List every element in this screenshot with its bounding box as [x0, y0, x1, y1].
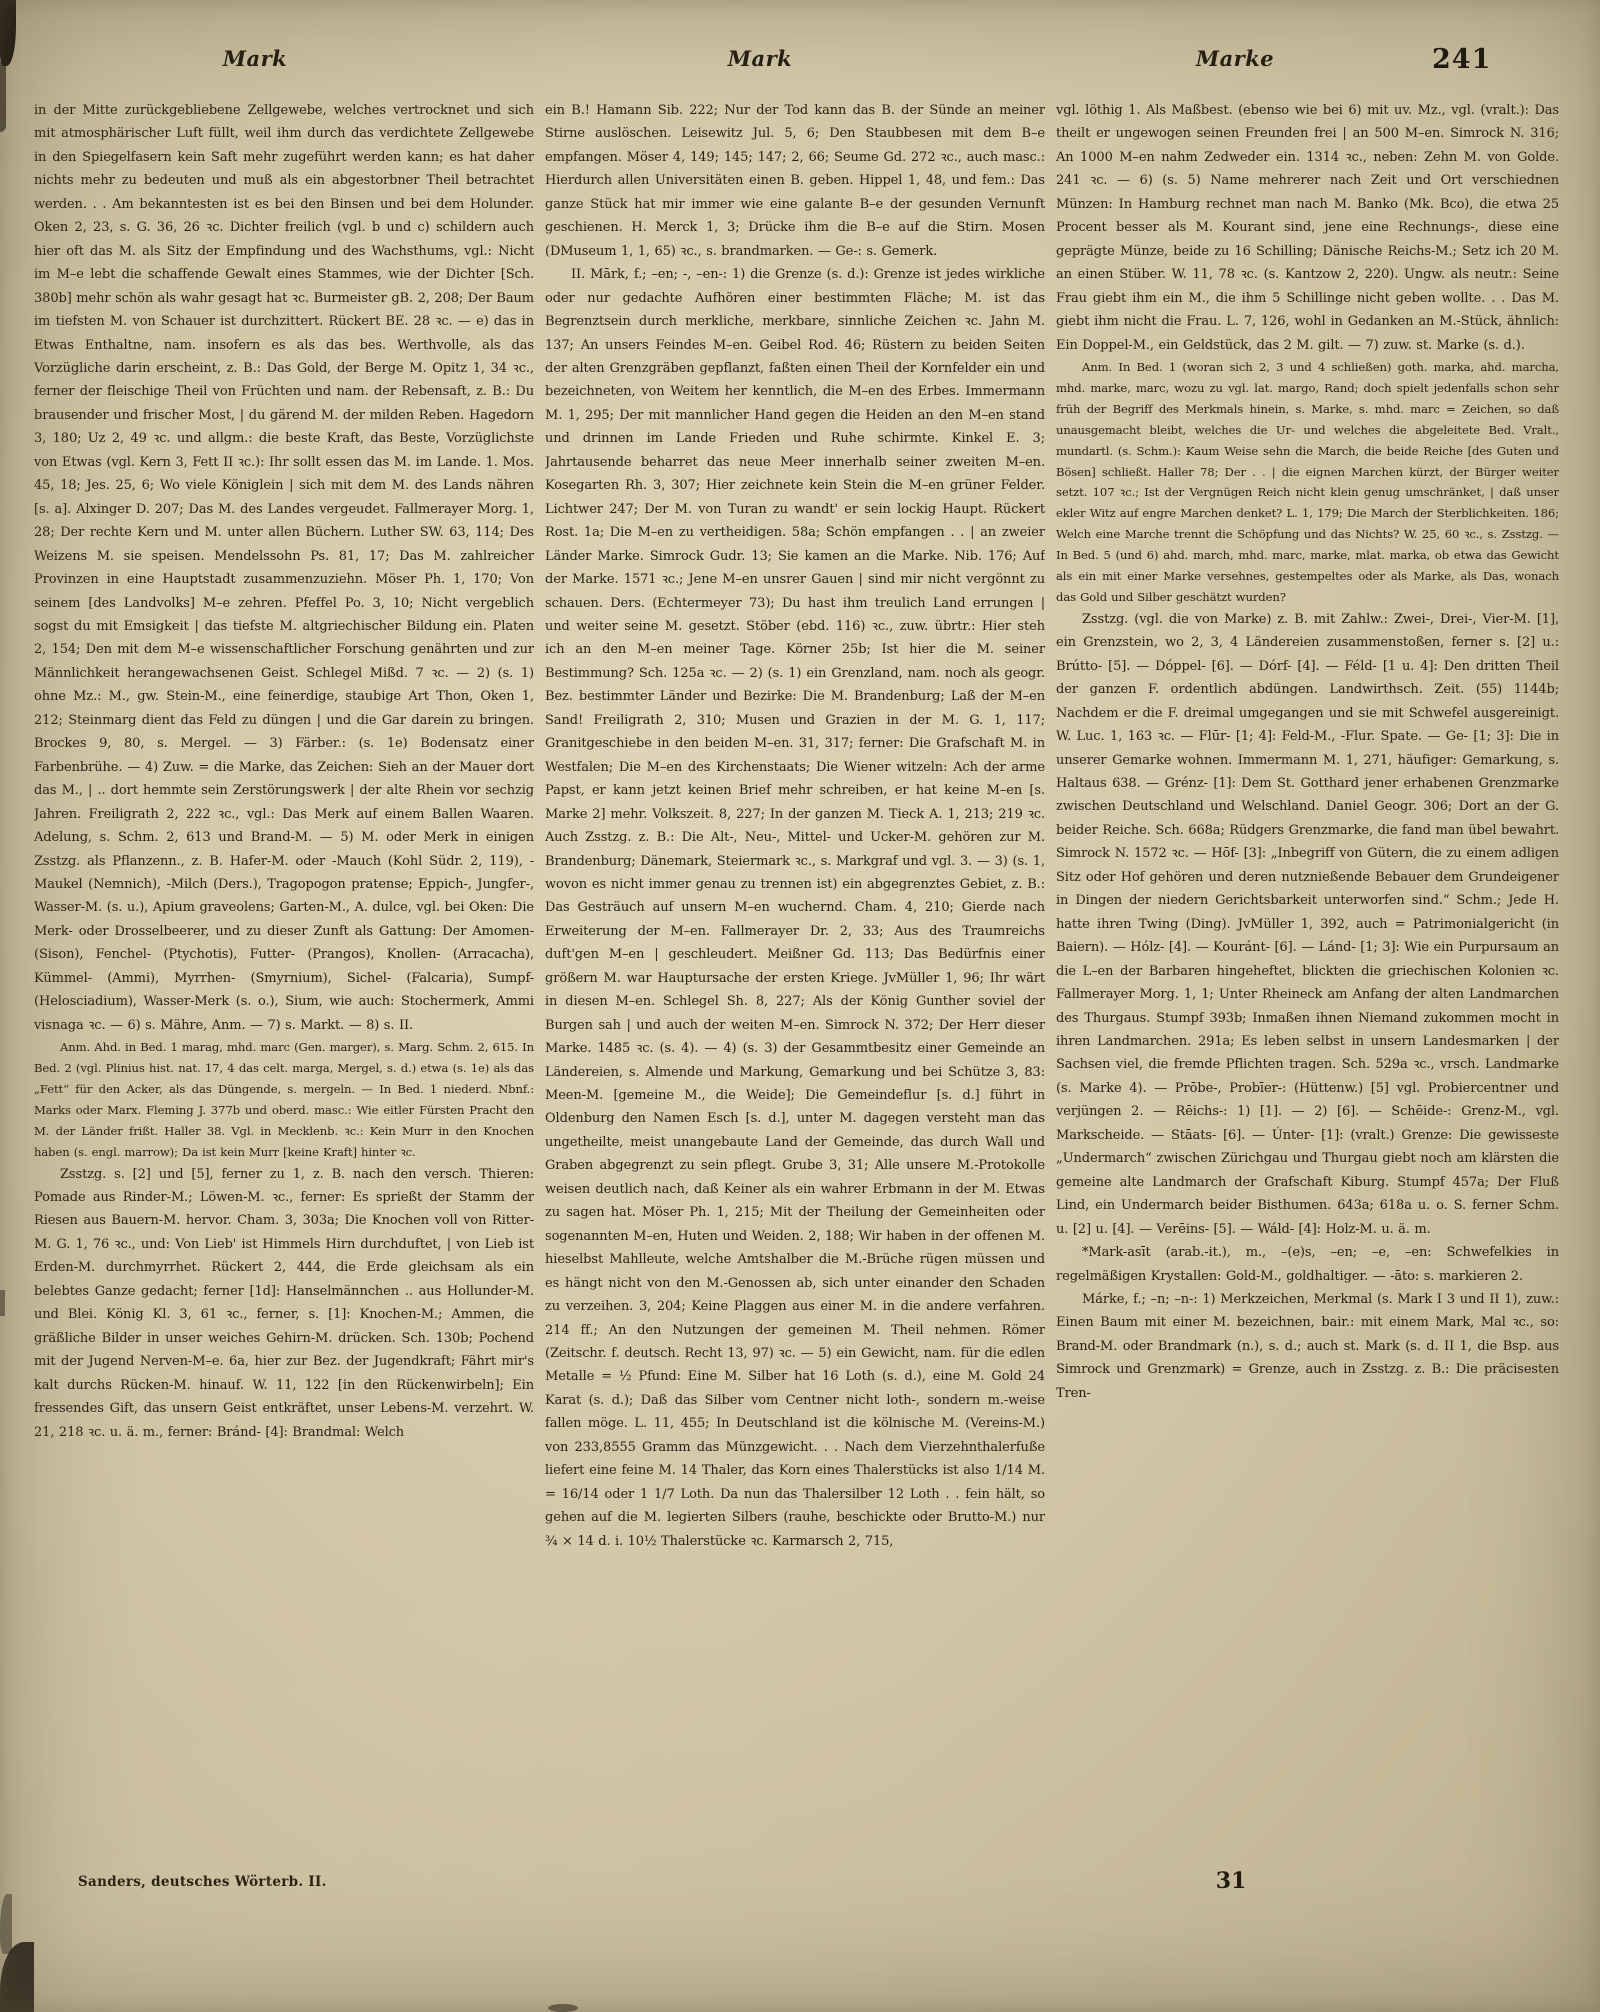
entry-marke: Márke, f.; –n; –n-: 1) Merkzeichen, Merkmal (s. Mark I 3 und II 1), zuw.: Einen Baum mit einer M. bezeichnen, bair.: mit einem Mark, Mal ꝛc., so: Brand-M. oder Brandmark (n.), s. d.; auch st. Mark (s. d. II 1, die Bsp. aus Simrock und Grenzmark) = Grenze, auch in Zsstzg. z. B.: Die präcisesten Tren-	[1056, 1292, 1559, 1401]
entry-zsstzg-mark-ii: Zsstzg. (vgl. die von Marke) z. B. mit Zahlw.: Zwei-, Drei-, Vier-M. [1], ein Grenzstein, wo 2, 3, 4 Ländereien zusammenstoßen, ferner s. [2] u.: Brútto- [5]. — Dóppel- [6]. — Dórf- [4]. — Féld- [1 u. 4]: Den dritten Theil der ganzen F. ordentlich abdüngen. Landwirthsch. Zeit. (55) 1144b; Nachdem er die F. dreimal umgegangen und sie mit Schwefel ausgereinigt. W. Luc. 1, 163 ꝛc. — Flūr- [1; 4]: Feld-M., -Flur. Spate. — Ge- [1; 3]: Die in unserer Gemarke wohnen. Immermann M. 1, 271, häufiger: Gemarkung, s. Haltaus 638. — Grénz- [1]: Dem St. Gotthard jener erhabenen Grenzmarke zwischen Deutschland und Welschland. Daniel Geogr. 306; Dort an der G. beider Reiche. Sch. 668a; Rüdgers Grenzmarke, die fand man übel bewahrt. Simrock N. 1572 ꝛc. — Hōf- [3]: „Inbegriff von Gütern, die zu einem adligen Sitz oder Hof gehören und deren nutznießende Bebauer dem Grundeigener in Dingen der niedern Gerichtsbarkeit unterworfen sind.“ Schm.; Jede H. hatte ihren Twing (Ding). JvMüller 1, 392, auch = Patrimonialgericht (in Baiern). — Hólz- [4]. — Kouránt- [6]. — Lánd- [1; 3]: Wie ein Purpursaum an die L–en der Barbaren hingeheftet, blickten die griechischen Kolonien ꝛc. Fallmerayer Morg. 1, 1; Unter Rheineck am Anfang der alten Landmarchen des Thurgaus. Stumpf 393b; Inmaßen ihnen Niemand zukommen mocht in ihren Landmarchen. 291a; Es leben selbst in unsern Landesmarken | der Sachsen viel, die fremde Pflichten tragen. Sch. 529a ꝛc., vrsch. Landmarke (s. Marke 4). — Prōbe-, Probīer-: (Hüttenw.) [5] vgl. Probiercentner und verjüngen 2. — Rēichs-: 1) [1]. — 2) [6]. — Schēide-: Grenz-M., vgl. Markscheide. — Stāats- [6]. — Únter- [1]: (vralt.) Grenze: Die gewisseste „Undermarch“ zwischen Zürichgau und Thurgau giebt noch am klärsten die gemeine alte Landmarch der Grafschaft Kiburg. Stumpf 457a; Der Fluß Lind, ein Undermarch beider Bisthumen. 643a; 618a u. o. S. ferner Schm. u. [2] u. [4]. — Verēins- [5]. — Wáld- [4]: Holz-M. u. ä. m.	[1056, 611, 1559, 1237]
page-number: 241	[1432, 44, 1492, 75]
scan-artifact-left-edge-small	[0, 1290, 5, 1316]
scan-artifact-left-edge	[0, 62, 6, 132]
entry-text-brand-continuation: ein B.! Hamann Sib. 222; Nur der Tod kann das B. der Sünde an meiner Stirne auslöschen. Leisewitz Jul. 5, 6; Den Staubbesen mit dem B–e empfangen. Möser 4, 149; 145; 147; 2, 66; Seume Gd. 272 ꝛc., auch masc.: Hierdurch allen Universitäten einen B. geben. Hippel 1, 48, und fem.: Das ganze Stück hat mir immer wie eine galante B–e der gesunden Vernunft geschienen. H. Merck 1, 3; Drücke ihm die B–e auf die Stirn. Mosen (DMuseum 1, 1, 65) ꝛc., s. brandmarken. — Ge-: s. Gemerk.	[545, 103, 1045, 259]
running-head-left: Mark	[222, 46, 288, 71]
scan-artifact-bottom-edge	[548, 2004, 578, 2012]
page-header	[0, 46, 1600, 86]
entry-markasit: *Mark-asīt (arab.-it.), m., –(e)s, –en; –e, –en: Schwefelkies in regelmäßigen Krystallen: Gold-M., goldhaltiger. — -āto: s. markieren 2.	[1056, 1245, 1559, 1284]
text-column-3	[1056, 99, 1559, 1887]
entry-mark-ii: II. Mārk, f.; –en; -, –en-: 1) die Grenze (s. d.): Grenze ist jedes wirkliche oder nur gedachte Aufhören einer bestimmten Fläche; M. ist das Begrenztsein durch merkliche, merkbare, sinnliche Zeichen ꝛc. Jahn M. 137; An unsers Feindes M–en. Geibel Rod. 46; Rüstern zu beiden Seiten der alten Grenzgräben gepflanzt, faßten einen Theil der Kornfelder ein und bezeichneten, von Weitem her kenntlich, die M–en des Erbes. Immermann M. 1, 295; Der mit mannlicher Hand gegen die Heiden an den M–en stand und drinnen im Lande Frieden und Ruhe schirmte. Kinkel E. 3; Jahrtausende beharret das neue Meer innerhalb seiner zweiten M–en. Kosegarten Rh. 3, 307; Hier zeichnete kein Stein die M–en grüner Felder. Lichtwer 247; Der M. von Turan zu wandt' er sein lockig Haupt. Rückert Rost. 1a; Die M–en zu vertheidigen. 58a; Schön empfangen . . | an zweier Länder Marke. Simrock Gudr. 13; Sie kamen an die Marke. Nib. 176; Auf der Marke. 1571 ꝛc.; Jene M–en unsrer Gauen | sind mir nicht vergönnt zu schauen. Ders. (Echtermeyer 73); Du hast ihm treulich Land errungen | und weiter seine M. gesetzt. Stöber (ebd. 116) ꝛc., zuw. übrtr.: Hier steh ich an den M–en meiner Tage. Körner 25b; Ist hier die M. seiner Bestimmung? Sch. 125a ꝛc. — 2) (s. 1) ein Grenzland, nam. noch als geogr. Bez. bestimmter Länder und Bezirke: Die M. Brandenburg; Laß der M–en Sand! Freiligrath 2, 310; Musen und Grazien in der M. G. 1, 117; Granitgeschiebe in den beiden M–en. 31, 317; ferner: Die Grafschaft M. in Westfalen; Die M–en des Kirchenstaats; Die Wiener witzeln: Ach der arme Papst, er kann jetzt keinen Brief mehr schreiben, er hat keine M–en [s. Marke 2] mehr. Volkszeit. 8, 227; In der ganzen M. Tieck A. 1, 213; 219 ꝛc. Auch Zsstzg. z. B.: Die Alt-, Neu-, Mittel- und Ucker-M. gehören zur M. Brandenburg; Dänemark, Steiermark ꝛc., s. Markgraf und vgl. 3. — 3) (s. 1, wovon es nicht immer genau zu trennen ist) ein abgegrenztes Gebiet, z. B.: Das Gesträuch auf unsern M–en wuchernd. Cham. 4, 210; Gierde nach Erweiterung der M–en. Fallmerayer Dr. 2, 33; Aus des Traumreichs duft'gen M–en | geschleudert. Meißner Gd. 113; Das Bedürfnis einer größern M. war Hauptursache der ersten Kriege. JvMüller 1, 96; Ihr wärt in diesen M–en. Schlegel Sh. 8, 227; Als der König Gunther soviel der Burgen sah | und auch der weiten M–en. Simrock N. 372; Der Herr dieser Marke. 1485 ꝛc. (s. 4). — 4) (s. 3) der Gesammtbesitz einer Gemeinde an Ländereien, s. Almende und Markung, Gemarkung und bei Schütze 3, 83: Meen-M. [gemeine M., die Weide]; Die Gemeindeflur [s. d.] führt in Oldenburg den Namen Esch [s. d.], unter M. dagegen versteht man das ungetheilte, meist unangebaute Land der Gemeinde, das durch Wall und Graben abgegrenzt zu sein pflegt. Grube 3, 31; Alle unsere M.-Protokolle weisen deutlich nach, daß Keiner als ein wahrer Erbmann in der M. Etwas zu sagen hat. Möser Ph. 1, 215; Mit der Theilung der Gemeinheiten oder sogenannten M–en, Huten und Weiden. 2, 188; Wir haben in der offenen M. hieselbst Mahlleute, welche Amtshalber die M.-Brüche rügen müssen und es hängt nicht von den M.-Genossen ab, sich unter einander den Schaden zu verzeihen. 3, 204; Keine Plaggen aus einer M. in die andere verfahren. 214 ff.; An den Nutzungen der gemeinen M. Theil nehmen. Römer (Zeitschr. f. deutsch. Recht 13, 97) ꝛc. — 5) ein Gewicht, nam. für die edlen Metalle = ½ Pfund: Eine M. Silber hat 16 Loth (s. d.), eine M. Gold 24 Karat (s. d.); Daß das Silber vom Centner nicht loth-, sondern m.-weise fallen möge. L. 11, 455; In Deutschland ist die kölnische M. (Vereins-M.) von 233,8555 Gramm das Münzgewicht. . . Nach dem Vierzehnthalerfuße liefert eine feine M. 14 Thaler, das Korn eines Thalerstücks ist also 1/14 M. = 16/14 oder 1 1/7 Loth. Da nun das Thalersilber 12 Loth . . fein hält, so gehen auf die M. legierten Silbers (rauhe, beschickte oder Brutto-M.) nur ¾ × 14 d. i. 10½ Thalerstücke ꝛc. Karmarsch 2, 715,	[545, 267, 1045, 1549]
entry-mark-ii-continuation: vgl. löthig 1. Als Maßbest. (ebenso wie bei 6) mit uv. Mz., vgl. (vralt.): Das theilt er ungewogen seinen Freunden frei | an 500 M–en. Simrock N. 316; An 1000 M–en nahm Zedweder ein. 1314 ꝛc., neben: Zehn M. von Golde. 241 ꝛc. — 6) (s. 5) Name mehrerer nach Zeit und Ort verschiednen Münzen: In Hamburg rechnet man nach M. Banko (Mk. Bco), die etwa 25 Procent besser als M. Kourant sind, jene eine Rechnungs-, diese eine geprägte Münze, beide zu 16 Schilling; Dänische Reichs-M.; Setz ich 20 M. an einen Stüber. W. 11, 78 ꝛc. (s. Kantzow 2, 220). Ungw. als neutr.: Seine Frau giebt ihm ein M., die ihm 5 Schillinge nicht geben wollte. . . Das M. giebt ihm nicht die Frau. L. 7, 126, wohl in Gedanken an M.-Stück, ähnlich: Ein Doppel-M., ein Geldstück, das 2 M. gilt. — 7) zuw. st. Marke (s. d.).	[1056, 103, 1559, 353]
entry-anm-mark: Anm. Ahd. in Bed. 1 marag, mhd. marc (Gen. marger), s. Marg. Schm. 2, 615. In Bed. 2 (vgl. Plinius hist. nat. 17, 4 das celt. marga, Mergel, s. d.) etwa (s. 1e) als das „Fett“ für den Acker, als das Düngende, s. mergeln. — In Bed. 1 niederd. Nbnf.: Marks oder Marx. Fleming J. 377b und oberd. masc.: Wie eitler Fürsten Pracht den M. der Länder frißt. Haller 38. Vgl. in Mecklenb. ꝛc.: Kein Murr in den Knochen haben (s. engl. marrow); Da ist kein Murr [keine Kraft] hinter ꝛc.	[34, 1040, 534, 1159]
text-column-1	[34, 99, 534, 1887]
signature-mark: 31	[1215, 1868, 1247, 1894]
running-head-center: Mark	[727, 46, 793, 71]
entry-anm-mark-ii: Anm. In Bed. 1 (woran sich 2, 3 und 4 schließen) goth. marka, ahd. marcha, mhd. marke, marc, wozu zu vgl. lat. margo, Rand; doch spielt jedenfalls schon sehr früh der Begriff des Merkmals hinein, s. Marke, s. mhd. marc = Zeichen, so daß unausgemacht bleibt, welches die Ur- und welches die abgeleitete Bed. Vralt., mundartl. (s. Schm.): Kaum Weise sehn die March, die beide Reiche [des Guten und Bösen] schließt. Haller 78; Der . . | die eignen Marchen kürzt, der Bürger weiter setzt. 107 ꝛc.; Ist der Vergnügen Reich nicht klein genug umschränket, | daß unser ekler Witz auf engre Marchen denket? L. 1, 179; Die March der Sterblichkeiten. 186; Welch eine Marche trennt die Schöpfung und das Nichts? W. 25, 60 ꝛc., s. Zsstzg. — In Bed. 5 (und 6) ahd. march, mhd. marc, marke, mlat. marka, ob etwa das Gewicht als ein mit einer Marke versehnes, gestempeltes oder als Marke, als Das, wonach das Gold und Silber geschätzt wurden?	[1056, 359, 1559, 604]
running-head-right: Marke	[1195, 46, 1275, 71]
entry-zsstzg-mark: Zsstzg. s. [2] und [5], ferner zu 1, z. B. nach den versch. Thieren: Pomade aus Rinder-M.; Löwen-M. ꝛc., ferner: Es sprießt der Stamm der Riesen aus Bauern-M. hervor. Cham. 3, 303a; Die Knochen voll von Ritter-M. G. 1, 76 ꝛc., und: Von Lieb' ist Himmels Hirn durchduftet, | von Lieb ist Erden-M. durchmyrrhet. Rückert 2, 444, die Erde gleichsam als ein belebtes Ganze gedacht; ferner [1d]: Hanselmännchen .. aus Hollunder-M. und Blei. König Kl. 3, 61 ꝛc., ferner, s. [1]: Knochen-M.; Ammen, die gräßliche Bilder in unser weiches Gehirn-M. drücken. Sch. 130b; Pochend mit der Jugend Nerven-M–e. 6a, hier zur Bez. der Jugendkraft; Fährt mir's kalt durchs Rücken-M. hinauf. W. 11, 122 [in den Rückenwirbeln]; Ein fressendes Gift, das unsern Geist entkräftet, unser Lebens-M. verzehrt. W. 21, 218 ꝛc. u. ä. m., ferner: Bránd- [4]: Brandmal: Welch	[34, 1166, 534, 1440]
footer-imprint: Sanders, deutsches Wörterb. II.	[78, 1874, 327, 1890]
text-column-2	[545, 99, 1045, 1887]
entry-text-mark-continuation: in der Mitte zurückgebliebene Zellgewebe, welches vertrocknet und sich mit atmosphärischer Luft füllt, weil ihm durch das verdichtete Zellgewebe in den Spiegelfasern kein Saft mehr zugeführt werden kann; es hat daher nichts mehr zu bedeuten und muß als ein abgestorbner Theil betrachtet werden. . . Am bekanntesten ist es bei den Binsen und bei dem Holunder. Oken 2, 23, s. G. 36, 26 ꝛc. Dichter freilich (vgl. b und c) schildern auch hier oft das M. als Sitz der Empfindung und des Wachsthums, vgl.: Nicht im M–e lebt die schaffende Gewalt eines Stammes, wie der Dichter [Sch. 380b] mehr schön als wahr gesagt hat ꝛc. Burmeister gB. 2, 208; Der Baum im tiefsten M. von Schauer ist durchzittert. Rückert BE. 28 ꝛc. — e) das in Etwas Enthaltne, nam. insofern es als das bes. Werthvolle, als das Vorzügliche darin erscheint, z. B.: Das Gold, der Berge M. Opitz 1, 34 ꝛc., ferner der fleischige Theil von Früchten und nam. der Rebensaft, z. B.: Du brausender und frischer Most, | du gärend M. der milden Reben. Hagedorn 3, 180; Uz 2, 49 ꝛc. und allgm.: die beste Kraft, das Beste, Vorzüglichste von Etwas (vgl. Kern 3, Fett II ꝛc.): Ihr sollt essen das M. im Lande. 1. Mos. 45, 18; Jes. 25, 6; Wo viele Königlein | sich mit dem M. des Lands nähren [s. a]. Alxinger D. 207; Das M. des Landes vergeudet. Fallmerayer Morg. 1, 28; Der rechte Kern und M. unter allen Büchern. Luther SW. 63, 114; Des Weizens M. sie speisen. Mendelssohn Ps. 81, 17; Das M. zahlreicher Provinzen in eine Hauptstadt zusammenzuziehn. Möser Ph. 1, 170; Von seinem [des Landvolks] M–e zehren. Pfeffel Po. 3, 10; Nicht vergeblich sogst du mit Emsigkeit | das tiefste M. altgriechischer Bildung ein. Platen 2, 154; Den mit dem M–e wissenschaftlicher Forschung genährten und zur Männlichkeit herangewachsenen Geist. Schlegel Mißd. 7 ꝛc. — 2) (s. 1) ohne Mz.: M., gw. Stein-M., eine feinerdige, staubige Art Thon, Oken 1, 212; Steinmarg dient das Feld zu düngen | und die Gar darein zu bringen. Brockes 9, 80, s. Mergel. — 3) Färber.: (s. 1e) Bodensatz einer Farbenbrühe. — 4) Zuw. = die Marke, das Zeichen: Sieh an der Mauer dort das M., | .. dort hemmte sein Zerstörungswerk | der alte Rhein vor sechzig Jahren. Freiligrath 2, 222 ꝛc., vgl.: Das Merk auf einem Ballen Waaren. Adelung, s. Schm. 2, 613 und Brand-M. — 5) M. oder Merk in einigen Zsstzg. als Pflanzenn., z. B. Hafer-M. oder -Mauch (Kohl Südr. 2, 119), -Maukel (Nemnich), -Milch (Ders.), Tragopogon pratense; Eppich-, Jungfer-, Wasser-M. (s. u.), Apium graveolens; Garten-M., A. dulce, vgl. bei Oken: Die Merk- oder Drosselbeerer, und zu dieser Zunft als Gattung: Der Amomen- (Sison), Fenchel- (Ptychotis), Futter- (Prangos), Knollen- (Arracacha), Kümmel- (Ammi), Myrrhen- (Smyrnium), Sichel- (Falcaria), Sumpf- (Helosciadium), Wasser-Merk (s. o.), Sium, wie auch: Stochermerk, Ammi visnaga ꝛc. — 6) s. Mähre, Anm. — 7) s. Markt. — 8) s. II.	[34, 103, 534, 1033]
scan-artifact-bottom-left-small	[0, 1894, 12, 1954]
